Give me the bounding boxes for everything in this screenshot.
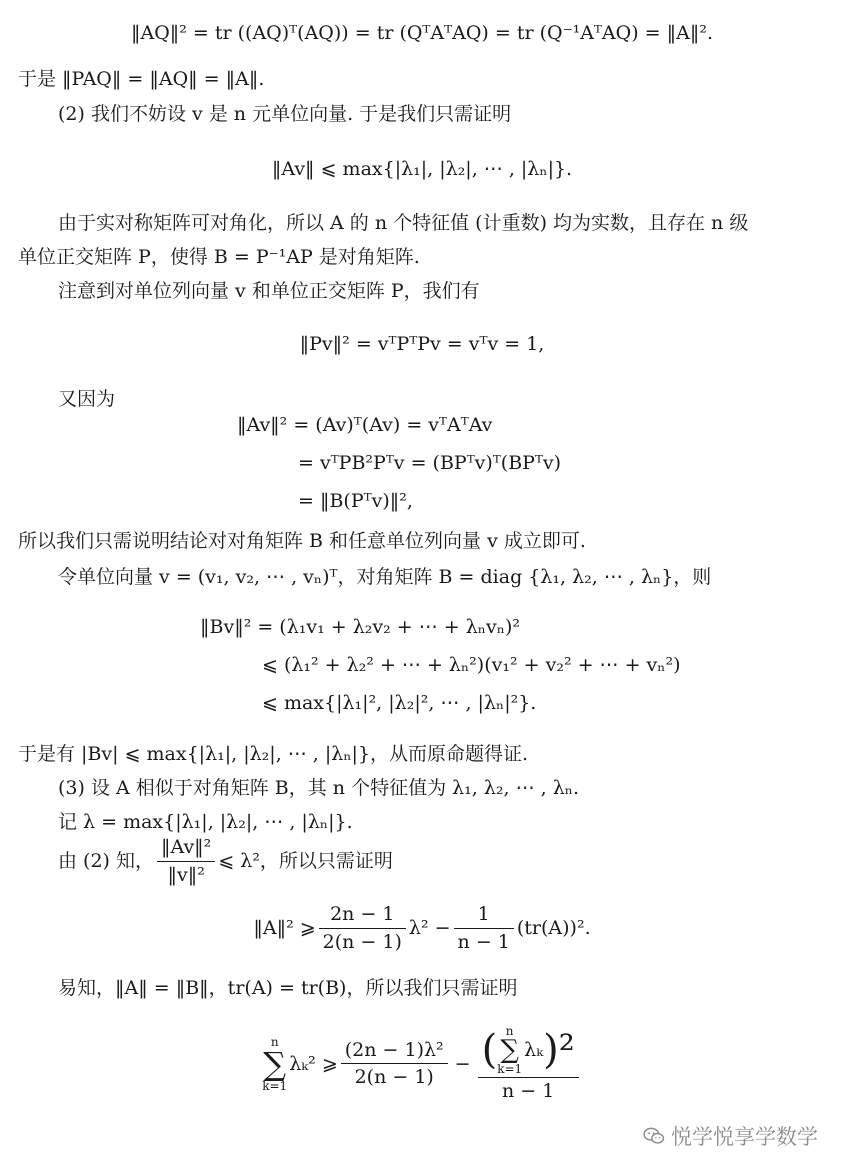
equation-norm-a-bound	[0, 903, 844, 954]
eq-fragment: λ² −	[408, 916, 451, 939]
eq-fragment: (tr(A))².	[516, 916, 591, 939]
sum-lower-limit: k=1	[497, 1062, 523, 1076]
eq-fragment: −	[454, 1052, 471, 1075]
equation-av-bound: ‖Av‖ ⩽ max{|λ₁|, |λ₂|, ⋯ , |λₙ|}.	[271, 158, 573, 180]
text-fragment: ⩽ λ²，所以只需证明	[218, 849, 393, 872]
eq-fragment: λₖ	[524, 1038, 544, 1061]
eq-fragment: ‖A‖² ⩾	[253, 916, 316, 939]
text-line: 由于实对称矩阵可对角化，所以 A 的 n 个特征值 (计重数) 均为实数，且存在 n 级	[58, 212, 749, 234]
fraction-denominator: n − 1	[457, 930, 510, 953]
equation-av-line1: ‖Av‖² = (Av)ᵀ(Av) = vᵀAᵀAv	[237, 414, 493, 436]
fraction-numerator: 2n − 1	[319, 903, 406, 929]
fraction-2n-1	[319, 903, 406, 954]
fraction-1-over-n-1	[454, 903, 514, 954]
summation-operator	[262, 1036, 287, 1092]
right-paren-squared: )²	[543, 1027, 575, 1073]
summation-operator-inner	[497, 1025, 522, 1075]
text-line: 所以我们只需说明结论对对角矩阵 B 和任意单位列向量 v 成立即可.	[18, 530, 586, 552]
fraction-numerator: (2n − 1)λ²	[341, 1039, 448, 1065]
sum-symbol: ∑	[263, 1044, 287, 1083]
sum-symbol: ∑	[500, 1035, 519, 1065]
fraction-denominator: n − 1	[502, 1080, 555, 1102]
eq-fragment: λₖ² ⩾	[289, 1052, 338, 1075]
sum-upper-limit: n	[270, 1034, 279, 1049]
text-line: 于是 ‖PAQ‖ = ‖AQ‖ = ‖A‖.	[18, 68, 265, 90]
text-line: 单位正交矩阵 P，使得 B = P⁻¹AP 是对角矩阵.	[18, 246, 420, 268]
text-line: 令单位向量 v = (v₁, v₂, ⋯ , vₙ)ᵀ，对角矩阵 B = diag {λ₁, λ₂, ⋯ , λₙ}，则	[58, 566, 712, 588]
text-line-part3: (3) 设 A 相似于对角矩阵 B，其 n 个特征值为 λ₁, λ₂, ⋯ , λₙ.	[58, 777, 580, 799]
text-line: 又因为	[58, 388, 116, 410]
equation-sum-inequality	[0, 1025, 844, 1103]
fraction-numerator: 1	[454, 903, 514, 929]
sum-lower-limit: k=1	[262, 1078, 288, 1093]
wechat-icon	[643, 1127, 665, 1145]
fraction-denominator: 2(n − 1)	[322, 930, 402, 953]
fraction-numerator: ‖Av‖²	[157, 836, 215, 862]
fraction-denominator: ‖v‖²	[167, 863, 205, 886]
text-line: 于是有 |Bv| ⩽ max{|λ₁|, |λ₂|, ⋯ , |λₙ|}，从而原命题得证.	[18, 743, 529, 765]
equation-bv-line1: ‖Bv‖² = (λ₁v₁ + λ₂v₂ + ⋯ + λₙvₙ)²	[200, 616, 520, 638]
fraction-denominator: 2(n − 1)	[354, 1066, 434, 1089]
left-paren: (	[481, 1027, 498, 1073]
equation-pv: ‖Pv‖² = vᵀPᵀPv = vᵀv = 1,	[299, 333, 545, 355]
equation-bv-line2: ⩽ (λ₁² + λ₂² + ⋯ + λₙ²)(v₁² + v₂² + ⋯ + vₙ²)	[262, 654, 681, 676]
text-line-part2: (2) 我们不妨设 v 是 n 元单位向量. 于是我们只需证明	[58, 103, 512, 125]
equation-av-line2: = vᵀPB²Pᵀv = (BPᵀv)ᵀ(BPᵀv)	[298, 452, 562, 474]
text-line-fraction	[58, 836, 393, 887]
fraction-sum-squared	[478, 1025, 579, 1103]
equation-norm-aq: ‖AQ‖² = tr ((AQ)ᵀ(AQ)) = tr (QᵀAᵀAQ) = tr (Q⁻¹AᵀAQ) = ‖A‖².	[130, 22, 714, 44]
text-fragment: 由 (2) 知，	[58, 849, 154, 872]
sum-upper-limit: n	[505, 1024, 514, 1038]
fraction-av-over-v	[157, 836, 215, 887]
fraction-numerator	[478, 1025, 579, 1078]
watermark-text: 悦学悦享学数学	[671, 1125, 818, 1149]
fraction-2n-1-lambda	[341, 1039, 448, 1090]
text-line: 易知，‖A‖ = ‖B‖，tr(A) = tr(B)，所以我们只需证明	[58, 977, 518, 999]
watermark	[643, 1121, 818, 1151]
equation-bv-line3: ⩽ max{|λ₁|², |λ₂|², ⋯ , |λₙ|²}.	[262, 692, 537, 714]
text-line: 记 λ = max{|λ₁|, |λ₂|, ⋯ , |λₙ|}.	[58, 811, 353, 833]
equation-av-line3: = ‖B(Pᵀv)‖²,	[298, 490, 413, 512]
text-line: 注意到对单位列向量 v 和单位正交矩阵 P，我们有	[58, 280, 480, 302]
